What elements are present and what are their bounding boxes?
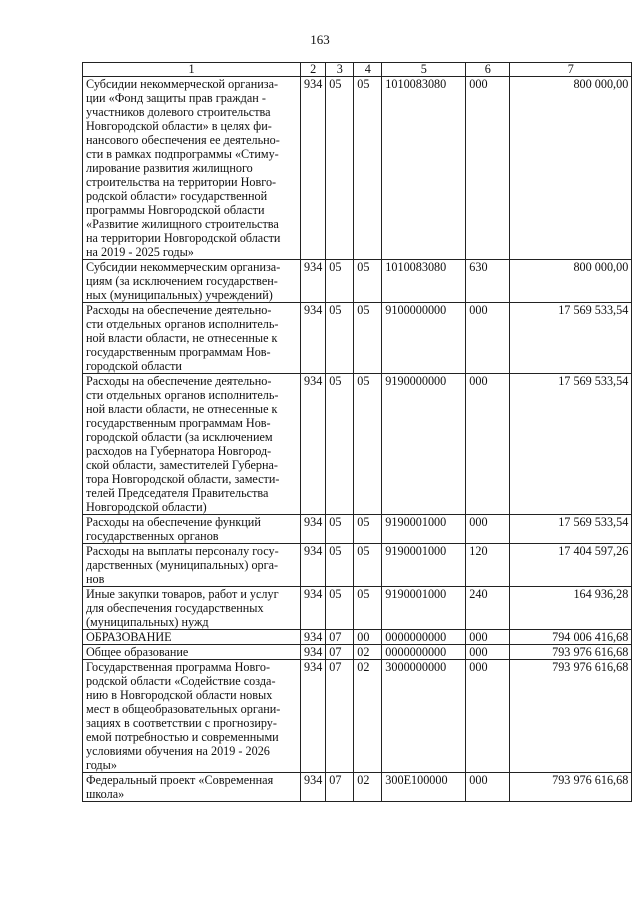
item-name-line: Государственная программа Новго- (86, 660, 271, 674)
ministry-code-cell: 934 (301, 544, 326, 587)
item-name-line: на территории Новгородской области (86, 231, 281, 245)
section-code-cell: 05 (326, 260, 354, 303)
item-name-line: ных (муниципальных) учреждений) (86, 288, 273, 302)
item-name-line: на 2019 - 2025 годы» (86, 245, 194, 259)
item-name-cell (83, 260, 301, 303)
item-name-line: нию в Новгородской области новых (86, 688, 273, 702)
table-row (83, 544, 632, 587)
item-name-line: Расходы на обеспечение деятельно- (86, 303, 272, 317)
target-code-cell: 300E100000 (382, 773, 466, 802)
header-row (83, 63, 632, 77)
subsection-code-cell: 05 (354, 587, 382, 630)
expense-type-cell: 120 (466, 544, 510, 587)
item-name-line: нансового обеспечения ее деятельно- (86, 133, 280, 147)
ministry-code-cell: 934 (301, 587, 326, 630)
table-row (83, 587, 632, 630)
item-name-line: мест в общеобразовательных органи- (86, 702, 281, 716)
amount-cell: 793 976 616,68 (510, 773, 632, 802)
expense-type-cell: 000 (466, 660, 510, 773)
header-col-6: 6 (466, 63, 510, 77)
item-name-cell (83, 645, 301, 660)
subsection-code-cell: 05 (354, 303, 382, 374)
table-row (83, 77, 632, 260)
expense-type-cell: 000 (466, 374, 510, 515)
table-row (83, 660, 632, 773)
header-col-4: 4 (354, 63, 382, 77)
section-code-cell: 05 (326, 544, 354, 587)
expense-type-cell: 000 (466, 645, 510, 660)
item-name-cell (83, 374, 301, 515)
item-name-line: емой потребностью и современными (86, 730, 279, 744)
amount-cell: 17 404 597,26 (510, 544, 632, 587)
item-name-line: годы» (86, 758, 117, 772)
expense-type-cell: 630 (466, 260, 510, 303)
item-name-line: телей Председателя Правительства (86, 486, 269, 500)
target-code-cell: 9190001000 (382, 544, 466, 587)
section-code-cell: 05 (326, 303, 354, 374)
target-code-cell: 3000000000 (382, 660, 466, 773)
item-name-line: Федеральный проект «Современная (86, 773, 274, 787)
subsection-code-cell: 05 (354, 544, 382, 587)
target-code-cell: 1010083080 (382, 77, 466, 260)
section-code-cell: 05 (326, 515, 354, 544)
section-code-cell: 07 (326, 773, 354, 802)
item-name-line: Субсидии некоммерческим организа- (86, 260, 281, 274)
item-name-cell (83, 587, 301, 630)
item-name-line: условиями обучения на 2019 - 2026 (86, 744, 270, 758)
expense-type-cell: 000 (466, 630, 510, 645)
table-body (83, 77, 632, 802)
ministry-code-cell: 934 (301, 773, 326, 802)
amount-cell: 793 976 616,68 (510, 660, 632, 773)
page-number: 163 (310, 32, 330, 47)
item-name-line: лирование развития жилищного (86, 161, 253, 175)
item-name-line: участников долевого строительства (86, 105, 271, 119)
item-name-line: сти отдельных органов исполнитель- (86, 317, 279, 331)
table-row (83, 630, 632, 645)
item-name-line: Новгородской области» в целях фи- (86, 119, 272, 133)
item-name-line: тора Новгородской области, замести- (86, 472, 280, 486)
target-code-cell: 9190001000 (382, 587, 466, 630)
item-name-line: Субсидии некоммерческой организа- (86, 77, 279, 91)
section-code-cell: 05 (326, 587, 354, 630)
item-name-cell (83, 515, 301, 544)
item-name-cell (83, 660, 301, 773)
item-name-line: Общее образование (86, 645, 189, 659)
item-name-line: школа» (86, 787, 125, 801)
expense-type-cell: 000 (466, 77, 510, 260)
ministry-code-cell: 934 (301, 77, 326, 260)
header-col-1: 1 (83, 63, 301, 77)
subsection-code-cell: 05 (354, 515, 382, 544)
item-name-line: ной власти области, не отнесенные к (86, 402, 278, 416)
item-name-line: (муниципальных) нужд (86, 615, 209, 629)
item-name-line: ной власти области, не отнесенные к (86, 331, 278, 345)
amount-cell: 164 936,28 (510, 587, 632, 630)
expense-type-cell: 000 (466, 773, 510, 802)
item-name-line: Расходы на обеспечение функций (86, 515, 261, 529)
item-name-line: Расходы на выплаты персоналу госу- (86, 544, 279, 558)
item-name-line: зациях в соответствии с прогнозиру- (86, 716, 277, 730)
item-name-cell (83, 773, 301, 802)
subsection-code-cell: 02 (354, 660, 382, 773)
ministry-code-cell: 934 (301, 630, 326, 645)
ministry-code-cell: 934 (301, 374, 326, 515)
target-code-cell: 9190000000 (382, 374, 466, 515)
ministry-code-cell: 934 (301, 303, 326, 374)
header-col-3: 3 (326, 63, 354, 77)
table-row (83, 260, 632, 303)
item-name-line: расходов на Губернатора Новгород- (86, 444, 272, 458)
expense-type-cell: 000 (466, 515, 510, 544)
header-col-2: 2 (301, 63, 326, 77)
subsection-code-cell: 02 (354, 645, 382, 660)
item-name-line: Иные закупки товаров, работ и услуг (86, 587, 279, 601)
section-code-cell: 07 (326, 645, 354, 660)
item-name-line: ции «Фонд защиты прав граждан - (86, 91, 266, 105)
item-name-line: «Развитие жилищного строительства (86, 217, 279, 231)
item-name-cell (83, 630, 301, 645)
item-name-line: Новгородской области) (86, 500, 207, 514)
amount-cell: 17 569 533,54 (510, 374, 632, 515)
table-row (83, 374, 632, 515)
target-code-cell: 9190001000 (382, 515, 466, 544)
item-name-cell (83, 77, 301, 260)
subsection-code-cell: 05 (354, 260, 382, 303)
target-code-cell: 0000000000 (382, 645, 466, 660)
ministry-code-cell: 934 (301, 660, 326, 773)
item-name-line: для обеспечения государственных (86, 601, 264, 615)
item-name-line: государственных органов (86, 529, 219, 543)
ministry-code-cell: 934 (301, 260, 326, 303)
expense-type-cell: 000 (466, 303, 510, 374)
item-name-line: нов (86, 572, 105, 586)
table-row (83, 773, 632, 802)
amount-cell: 794 006 416,68 (510, 630, 632, 645)
header-col-7: 7 (510, 63, 632, 77)
item-name-line: циям (за исключением государствен- (86, 274, 278, 288)
section-code-cell: 05 (326, 374, 354, 515)
header-col-5: 5 (382, 63, 466, 77)
ministry-code-cell: 934 (301, 645, 326, 660)
item-name-line: родской области «Содействие созда- (86, 674, 276, 688)
item-name-line: государственным программам Нов- (86, 416, 271, 430)
item-name-line: ской области, заместителей Губерна- (86, 458, 278, 472)
amount-cell: 17 569 533,54 (510, 303, 632, 374)
table-row (83, 303, 632, 374)
table-row (83, 645, 632, 660)
table-row (83, 515, 632, 544)
item-name-line: строительства на территории Новго- (86, 175, 277, 189)
amount-cell: 17 569 533,54 (510, 515, 632, 544)
item-name-cell (83, 303, 301, 374)
expense-type-cell: 240 (466, 587, 510, 630)
target-code-cell: 9100000000 (382, 303, 466, 374)
item-name-cell (83, 544, 301, 587)
item-name-line: ОБРАЗОВАНИЕ (86, 630, 172, 644)
target-code-cell: 1010083080 (382, 260, 466, 303)
item-name-line: сти в рамках подпрограммы «Стиму- (86, 147, 279, 161)
item-name-line: городской области (86, 359, 182, 373)
amount-cell: 793 976 616,68 (510, 645, 632, 660)
item-name-line: программы Новгородской области (86, 203, 265, 217)
subsection-code-cell: 05 (354, 77, 382, 260)
amount-cell: 800 000,00 (510, 260, 632, 303)
section-code-cell: 07 (326, 630, 354, 645)
section-code-cell: 07 (326, 660, 354, 773)
ministry-code-cell: 934 (301, 515, 326, 544)
item-name-line: дарственных (муниципальных) орга- (86, 558, 279, 572)
item-name-line: государственным программам Нов- (86, 345, 271, 359)
item-name-line: Расходы на обеспечение деятельно- (86, 374, 272, 388)
section-code-cell: 05 (326, 77, 354, 260)
subsection-code-cell: 00 (354, 630, 382, 645)
item-name-line: сти отдельных органов исполнитель- (86, 388, 279, 402)
subsection-code-cell: 05 (354, 374, 382, 515)
amount-cell: 800 000,00 (510, 77, 632, 260)
item-name-line: городской области (за исключением (86, 430, 273, 444)
target-code-cell: 0000000000 (382, 630, 466, 645)
subsection-code-cell: 02 (354, 773, 382, 802)
budget-table (82, 62, 632, 802)
item-name-line: родской области» государственной (86, 189, 268, 203)
